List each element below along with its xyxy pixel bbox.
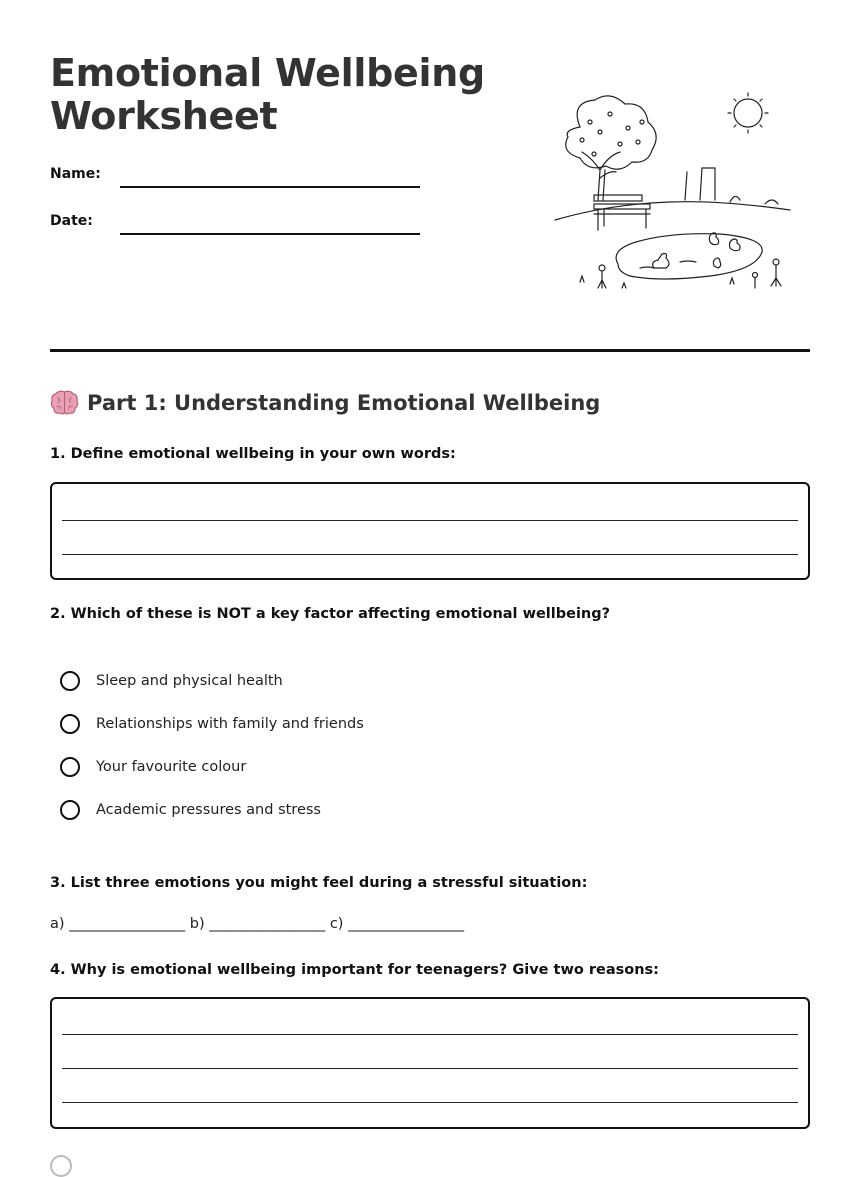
- option-label: Your favourite colour: [96, 759, 247, 775]
- part1-heading: [50, 389, 600, 416]
- section-divider: [50, 349, 810, 352]
- option-label: Relationships with family and friends: [96, 716, 364, 732]
- question-4: 4. Why is emotional wellbeing important for teenagers? Give two reasons:: [50, 962, 659, 978]
- brain-icon: [50, 389, 79, 416]
- name-field[interactable]: [120, 186, 420, 188]
- date-field[interactable]: [120, 233, 420, 235]
- option-sleep[interactable]: [60, 671, 283, 691]
- radio-button[interactable]: [60, 714, 80, 734]
- answer-line: [62, 1034, 798, 1035]
- option-label: Academic pressures and stress: [96, 802, 321, 818]
- radio-button[interactable]: [60, 800, 80, 820]
- name-label: Name:: [50, 166, 101, 182]
- flowers-icon: [580, 259, 781, 288]
- answer-line: [62, 1068, 798, 1069]
- option-label: Sleep and physical health: [96, 673, 283, 689]
- question-1: 1. Define emotional wellbeing in your own words:: [50, 446, 456, 462]
- tree-icon: [566, 96, 656, 200]
- date-label: Date:: [50, 213, 93, 229]
- title-line-2: Worksheet: [50, 94, 278, 138]
- radio-button[interactable]: [60, 757, 80, 777]
- sun-icon: [728, 93, 768, 133]
- answer-line: [62, 1102, 798, 1103]
- park-illustration: [550, 92, 800, 292]
- bench-icon: [594, 195, 650, 230]
- radio-button[interactable]: [60, 671, 80, 691]
- worksheet-title: [50, 52, 485, 138]
- option-relationships[interactable]: [60, 714, 364, 734]
- question-2: 2. Which of these is NOT a key factor affecting emotional wellbeing?: [50, 606, 611, 622]
- pond-icon: [616, 233, 762, 279]
- option-colour[interactable]: [60, 757, 246, 777]
- answer-line: [62, 554, 798, 555]
- next-section-icon: [50, 1155, 72, 1177]
- option-academic[interactable]: [60, 800, 321, 820]
- answer-box-4[interactable]: [50, 997, 810, 1129]
- answer-box-1[interactable]: [50, 482, 810, 580]
- answer-line: [62, 520, 798, 521]
- title-line-1: Emotional Wellbeing: [50, 51, 485, 95]
- question-3: 3. List three emotions you might feel during a stressful situation:: [50, 875, 588, 891]
- emotion-blanks[interactable]: a) ________________ b) ________________ c) ________________: [50, 916, 465, 932]
- part1-title: Part 1: Understanding Emotional Wellbeing: [87, 390, 601, 415]
